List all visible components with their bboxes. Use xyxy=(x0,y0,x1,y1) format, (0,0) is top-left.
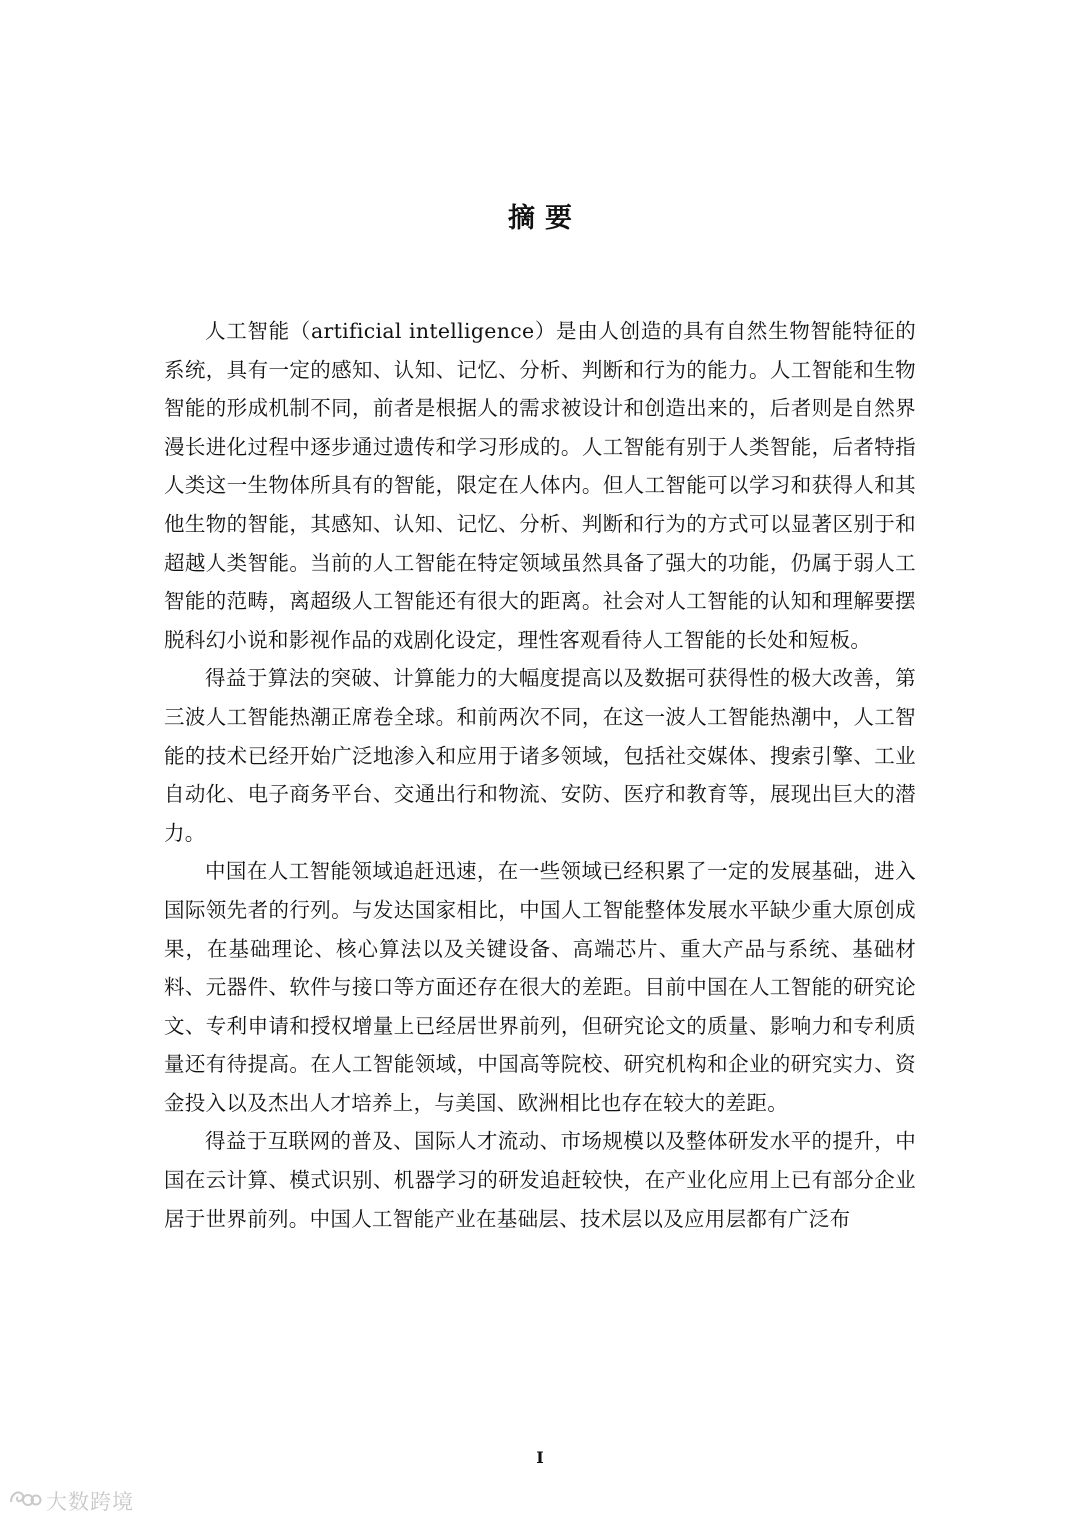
abstract-body xyxy=(164,312,916,1238)
page-number: I xyxy=(536,1448,544,1467)
watermark xyxy=(8,1486,134,1516)
watermark-logo-icon xyxy=(8,1486,42,1516)
page-title: 摘要 xyxy=(508,203,582,234)
paragraph-4: 得益于互联网的普及、国际人才流动、市场规模以及整体研发水平的提升，中国在云计算、模式识别、机器学习的研发追赶较快，在产业化应用上已有部分企业居于世界前列。中国人工智能产业在基础层、技术层以及应用层都有广泛布 xyxy=(164,1129,916,1231)
watermark-text: 大数跨境 xyxy=(46,1490,134,1514)
paragraph-3: 中国在人工智能领域追赶迅速，在一些领域已经积累了一定的发展基础，进入国际领先者的行列。与发达国家相比，中国人工智能整体发展水平缺少重大原创成果，在基础理论、核心算法以及关键设备、高端芯片、重大产品与系统、基础材料、元器件、软件与接口等方面还存在很大的差距。目前中国在人工智能的研究论文、专利申请和授权增量上已经居世界前列，但研究论文的质量、影响力和专利质量还有待提高。在人工智能领域，中国高等院校、研究机构和企业的研究实力、资金投入以及杰出人才培养上，与美国、欧洲相比也存在较大的差距。 xyxy=(164,859,916,1115)
paragraph-2: 得益于算法的突破、计算能力的大幅度提高以及数据可获得性的极大改善，第三波人工智能热潮正席卷全球。和前两次不同，在这一波人工智能热潮中，人工智能的技术已经开始广泛地渗入和应用于诸多领域，包括社交媒体、搜索引擎、工业自动化、电子商务平台、交通出行和物流、安防、医疗和教育等，展现出巨大的潜力。 xyxy=(164,666,916,845)
paragraph-1: 人工智能（artificial intelligence）是由人创造的具有自然生物智能特征的系统，具有一定的感知、认知、记忆、分析、判断和行为的能力。人工智能和生物智能的形成机制不同，前者是根据人的需求被设计和创造出来的，后者则是自然界漫长进化过程中逐步通过遗传和学习形成的。人工智能有别于人类智能，后者特指人类这一生物体所具有的智能，限定在人体内。但人工智能可以学习和获得人和其他生物的智能，其感知、认知、记忆、分析、判断和行为的方式可以显著区别于和超越人类智能。当前的人工智能在特定领域虽然具备了强大的功能，仍属于弱人工智能的范畴，离超级人工智能还有很大的距离。社会对人工智能的认知和理解要摆脱科幻小说和影视作品的戏剧化设定，理性客观看待人工智能的长处和短板。 xyxy=(164,319,916,652)
